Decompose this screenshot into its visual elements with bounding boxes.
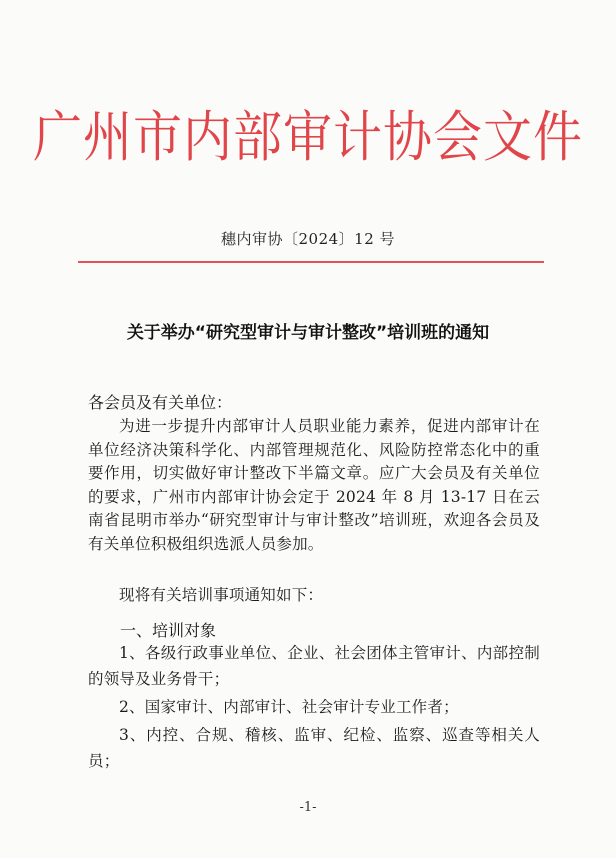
- salutation: 各会员及有关单位：: [88, 393, 233, 412]
- masthead-title: 广州市内部审计协会文件: [32, 105, 583, 170]
- page-number: -1-: [299, 800, 317, 815]
- body-paragraph-2: 现将有关培训事项通知如下：: [119, 586, 324, 604]
- list-item: 1、各级行政事业单位、企业、社会团体主管审计、内部控制的领导及业务骨干；: [88, 644, 540, 688]
- body-paragraph-1: 为进一步提升内部审计人员职业能力素养，促进内部审计在单位经济决策科学化、内部管理规范化、风险防控常态化中的重要作用，切实做好审计整改下半篇文章。应广大会员及有关单位的要求，广州市内部审计协会定于 2024 年 8 月 13-17 日在云南省昆明市举办“研究型审计与审计整改”培训班，欢迎各会员及有关单位积极组织选派人员参加。: [88, 417, 540, 553]
- list-item: 3、内控、合规、稽核、监审、纪检、监察、巡查等相关人员；: [88, 726, 540, 770]
- list-item: 2、国家审计、内部审计、社会审计专业工作者；: [119, 698, 459, 716]
- section-heading-training-targets: 一、培训对象: [120, 621, 217, 640]
- document-number: 穗内审协〔2024〕12 号: [220, 230, 396, 248]
- notice-title: 关于举办“研究型审计与审计整改”培训班的通知: [126, 323, 490, 343]
- red-divider-line: [78, 261, 544, 263]
